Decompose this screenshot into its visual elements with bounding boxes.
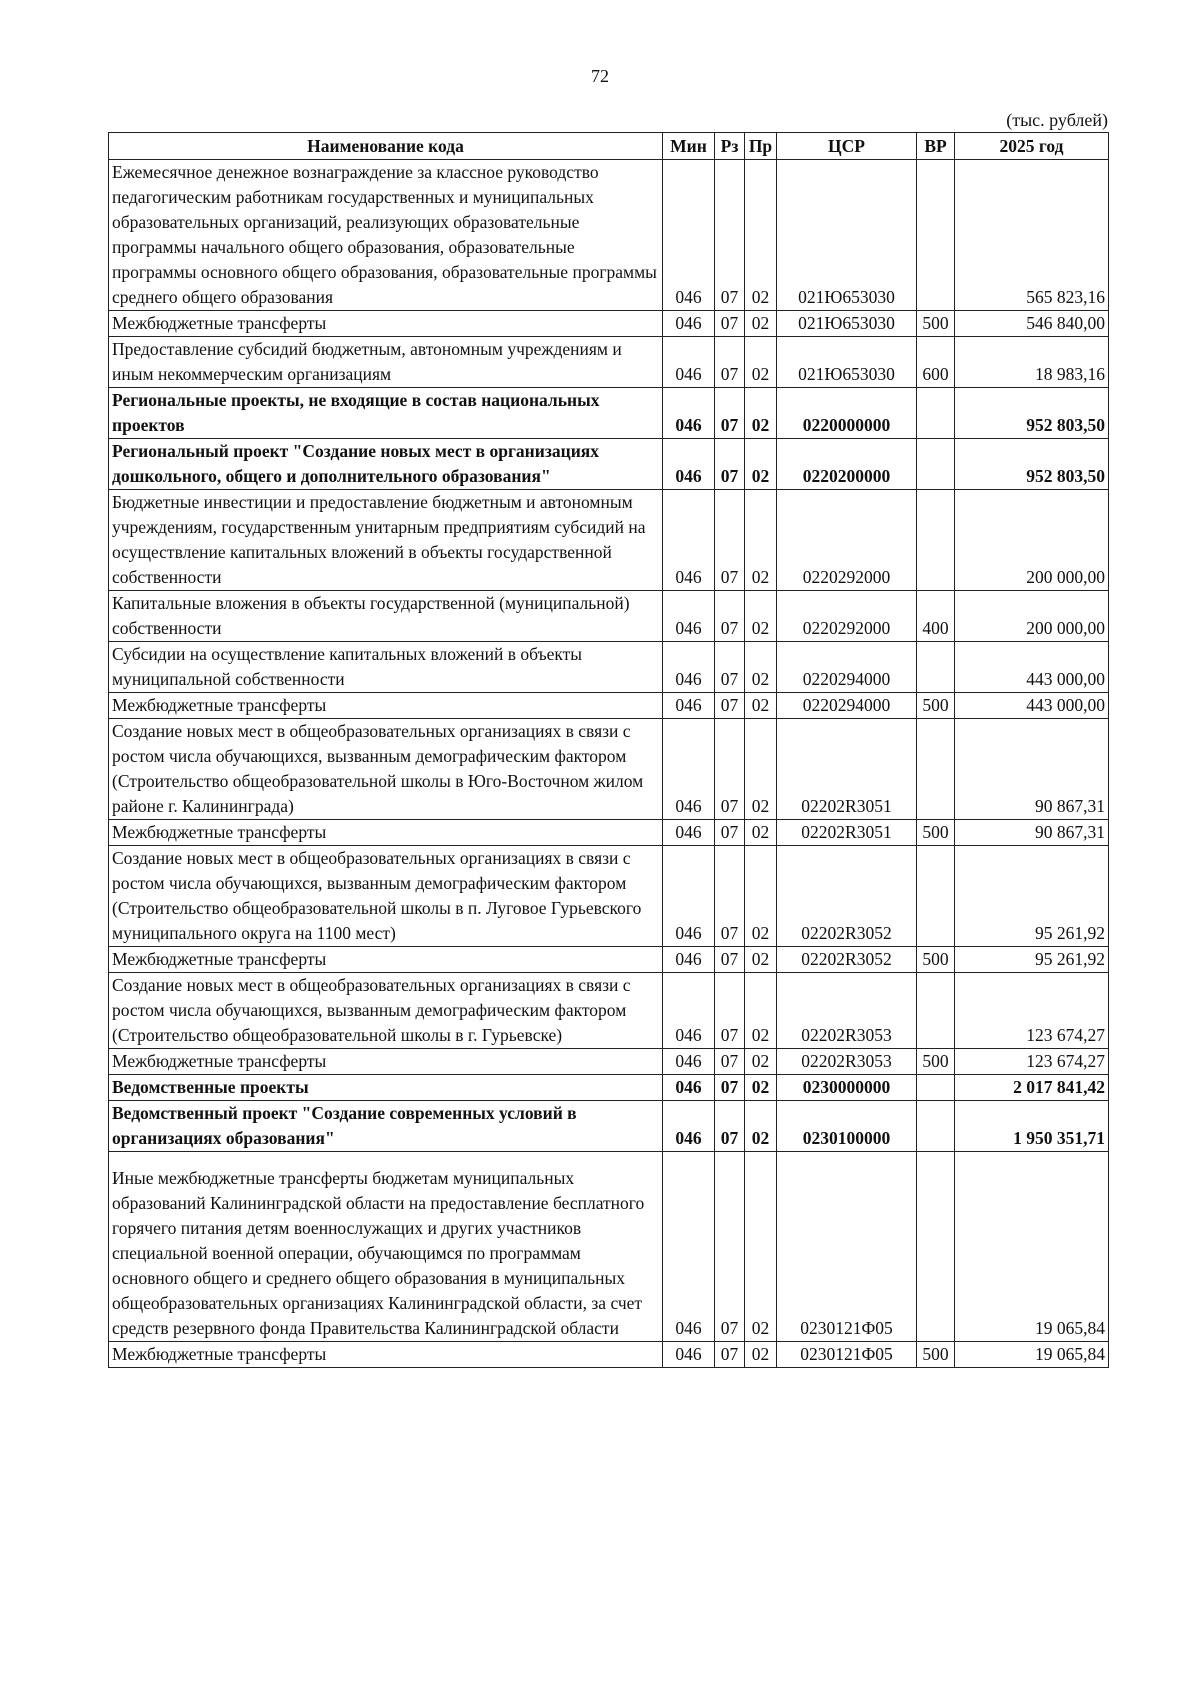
row-name-cell-text: Иные межбюджетные трансферты бюджетам муниципальных образований Калининградской области на предоставление бесплатного горячего питания детям военнослужащих и других участников специальной военной операции, обучающимся по программам основного общего и среднего общего образования в муниципальных общеобразовательных организациях Калининградской области, за счет средств резервного фонда Правительства Калининградской области xyxy=(112,1168,645,1338)
row-min-cell xyxy=(663,973,715,1049)
row-vr-cell-text: 600 xyxy=(922,364,949,384)
row-rz-cell-text: 07 xyxy=(720,949,739,969)
row-csr-cell xyxy=(777,1342,917,1368)
row-pr-cell xyxy=(745,591,777,642)
row-min-cell xyxy=(663,1342,715,1368)
row-name-cell-text: Межбюджетные трансферты xyxy=(112,1051,327,1071)
row-vr-cell xyxy=(917,311,955,337)
row-csr-cell-text: 021Ю653030 xyxy=(798,313,895,333)
row-name-cell-text: Создание новых мест в общеобразовательных организациях в связи с ростом числа обучающихся, вызванным демографическим фактором (Строительство общеобразовательной школы в Юго-Восточном жилом районе г. Калининграда) xyxy=(112,721,644,816)
header-csr: ЦСР xyxy=(777,133,917,160)
row-rz-cell-text: 07 xyxy=(720,695,739,715)
row-name-cell-text: Межбюджетные трансферты xyxy=(112,1344,327,1364)
row-name-cell-text: Создание новых мест в общеобразовательных организациях в связи с ростом числа обучающихся, вызванным демографическим фактором (Строительство общеобразовательной школы в г. Гурьевске) xyxy=(112,975,631,1045)
row-amount-cell-text: 19 065,84 xyxy=(1035,1318,1105,1338)
row-name-cell-text: Ежемесячное денежное вознаграждение за классное руководство педагогическим работникам государственных и муниципальных образовательных организаций, реализующих образовательные программы начального общего образования, образовательные программы основного общего образования, образовательные программы среднего общего образования xyxy=(112,162,657,307)
row-csr-cell-text: 0220000000 xyxy=(802,415,891,435)
row-min-cell-text: 046 xyxy=(675,822,702,842)
header-vr: ВР xyxy=(917,133,955,160)
row-min-cell xyxy=(663,1049,715,1075)
row-min-cell-text: 046 xyxy=(675,669,702,689)
row-csr-cell xyxy=(777,1101,917,1152)
row-rz-cell xyxy=(715,388,745,439)
row-vr-cell xyxy=(917,160,955,311)
row-name-cell xyxy=(109,973,663,1049)
row-amount-cell xyxy=(955,490,1109,591)
table-row xyxy=(109,1075,1109,1101)
row-rz-cell xyxy=(715,1049,745,1075)
row-amount-cell xyxy=(955,1075,1109,1101)
row-name-cell-text: Региональные проекты, не входящие в состав национальных проектов xyxy=(112,390,600,435)
row-pr-cell-text: 02 xyxy=(751,1344,770,1364)
row-amount-cell xyxy=(955,820,1109,846)
row-name-cell-text: Создание новых мест в общеобразовательных организациях в связи с ростом числа обучающихся, вызванным демографическим фактором (Строительство общеобразовательной школы в п. Луговое Гурьевского муниципального округа на 1100 мест) xyxy=(112,848,642,943)
row-min-cell-text: 046 xyxy=(675,1077,702,1097)
row-name-cell-text: Капитальные вложения в объекты государственной (муниципальной) собственности xyxy=(112,593,630,638)
row-vr-cell-text: 500 xyxy=(922,695,949,715)
row-min-cell xyxy=(663,642,715,693)
row-vr-cell xyxy=(917,439,955,490)
row-csr-cell-text: 02202R3051 xyxy=(801,796,892,816)
row-min-cell xyxy=(663,693,715,719)
row-csr-cell xyxy=(777,719,917,820)
row-name-cell xyxy=(109,846,663,947)
row-csr-cell xyxy=(777,973,917,1049)
row-rz-cell-text: 07 xyxy=(720,1344,739,1364)
row-min-cell xyxy=(663,439,715,490)
row-csr-cell xyxy=(777,1075,917,1101)
row-pr-cell-text: 02 xyxy=(751,1051,770,1071)
row-pr-cell xyxy=(745,311,777,337)
row-min-cell xyxy=(663,1075,715,1101)
row-pr-cell-text: 02 xyxy=(751,287,770,307)
row-pr-cell-text: 02 xyxy=(751,949,770,969)
table-row xyxy=(109,820,1109,846)
row-min-cell-text: 046 xyxy=(675,1025,702,1045)
header-rz: Рз xyxy=(715,133,745,160)
row-pr-cell-text: 02 xyxy=(751,364,770,384)
row-pr-cell xyxy=(745,337,777,388)
header-year: 2025 год xyxy=(955,133,1109,160)
row-csr-cell xyxy=(777,642,917,693)
budget-table xyxy=(108,132,1109,1368)
row-name-cell xyxy=(109,311,663,337)
row-amount-cell-text: 90 867,31 xyxy=(1035,822,1105,842)
row-vr-cell xyxy=(917,846,955,947)
table-row xyxy=(109,388,1109,439)
page-number: 72 xyxy=(591,66,609,86)
row-csr-cell-text: 02202R3052 xyxy=(801,949,892,969)
row-vr-cell-text: 500 xyxy=(922,1051,949,1071)
row-pr-cell xyxy=(745,1342,777,1368)
table-row xyxy=(109,947,1109,973)
row-csr-cell-text: 0230121Ф05 xyxy=(800,1344,893,1364)
row-min-cell xyxy=(663,490,715,591)
row-vr-cell-text: 500 xyxy=(922,313,949,333)
row-pr-cell-text: 02 xyxy=(751,695,770,715)
row-csr-cell xyxy=(777,820,917,846)
row-rz-cell-text: 07 xyxy=(720,1128,739,1148)
row-name-cell xyxy=(109,642,663,693)
row-name-cell xyxy=(109,1342,663,1368)
table-row xyxy=(109,337,1109,388)
row-pr-cell xyxy=(745,719,777,820)
row-name-cell xyxy=(109,693,663,719)
row-csr-cell-text: 0220292000 xyxy=(802,618,891,638)
row-name-cell xyxy=(109,719,663,820)
row-min-cell xyxy=(663,160,715,311)
header-pr: Пр xyxy=(745,133,777,160)
row-vr-cell xyxy=(917,1075,955,1101)
row-amount-cell-text: 95 261,92 xyxy=(1035,923,1105,943)
row-pr-cell xyxy=(745,947,777,973)
row-vr-cell xyxy=(917,1049,955,1075)
row-name-cell xyxy=(109,1075,663,1101)
row-pr-cell-text: 02 xyxy=(751,1128,770,1148)
row-csr-cell xyxy=(777,591,917,642)
row-vr-cell xyxy=(917,719,955,820)
row-pr-cell-text: 02 xyxy=(751,822,770,842)
row-amount-cell-text: 123 674,27 xyxy=(1026,1051,1105,1071)
row-csr-cell-text: 02202R3051 xyxy=(801,822,892,842)
row-rz-cell xyxy=(715,311,745,337)
row-name-cell xyxy=(109,947,663,973)
row-rz-cell xyxy=(715,1101,745,1152)
row-pr-cell-text: 02 xyxy=(751,567,770,587)
row-vr-cell xyxy=(917,591,955,642)
row-csr-cell-text: 02202R3053 xyxy=(801,1051,892,1071)
row-csr-cell-text: 021Ю653030 xyxy=(798,364,895,384)
row-name-cell xyxy=(109,1101,663,1152)
row-pr-cell xyxy=(745,1101,777,1152)
row-csr-cell xyxy=(777,846,917,947)
row-amount-cell xyxy=(955,947,1109,973)
header-min: Мин xyxy=(663,133,715,160)
row-csr-cell xyxy=(777,947,917,973)
row-amount-cell xyxy=(955,973,1109,1049)
row-rz-cell-text: 07 xyxy=(720,796,739,816)
row-min-cell-text: 046 xyxy=(675,287,702,307)
row-amount-cell xyxy=(955,846,1109,947)
row-pr-cell-text: 02 xyxy=(751,1077,770,1097)
table-row xyxy=(109,1342,1109,1368)
row-rz-cell xyxy=(715,337,745,388)
row-csr-cell xyxy=(777,693,917,719)
row-vr-cell xyxy=(917,947,955,973)
row-pr-cell xyxy=(745,820,777,846)
row-min-cell-text: 046 xyxy=(675,313,702,333)
row-pr-cell xyxy=(745,490,777,591)
row-name-cell xyxy=(109,439,663,490)
row-name-cell xyxy=(109,1152,663,1342)
table-row xyxy=(109,1101,1109,1152)
row-amount-cell-text: 443 000,00 xyxy=(1026,695,1105,715)
row-csr-cell xyxy=(777,337,917,388)
row-min-cell xyxy=(663,388,715,439)
row-rz-cell-text: 07 xyxy=(720,364,739,384)
row-rz-cell xyxy=(715,591,745,642)
row-name-cell xyxy=(109,591,663,642)
row-rz-cell xyxy=(715,846,745,947)
row-rz-cell-text: 07 xyxy=(720,313,739,333)
row-csr-cell-text: 02202R3053 xyxy=(801,1025,892,1045)
row-pr-cell xyxy=(745,1075,777,1101)
table-row xyxy=(109,311,1109,337)
row-amount-cell-text: 2 017 841,42 xyxy=(1013,1077,1105,1097)
row-vr-cell xyxy=(917,490,955,591)
row-name-cell-text: Субсидии на осуществление капитальных вложений в объекты муниципальной собственности xyxy=(112,644,583,689)
header-name: Наименование кода xyxy=(109,133,663,160)
row-amount-cell-text: 200 000,00 xyxy=(1026,618,1105,638)
row-pr-cell xyxy=(745,1152,777,1342)
row-pr-cell xyxy=(745,693,777,719)
row-rz-cell-text: 07 xyxy=(720,618,739,638)
row-min-cell-text: 046 xyxy=(675,923,702,943)
row-vr-cell xyxy=(917,642,955,693)
row-min-cell xyxy=(663,719,715,820)
row-csr-cell xyxy=(777,1152,917,1342)
table-row xyxy=(109,160,1109,311)
row-amount-cell-text: 952 803,50 xyxy=(1026,466,1105,486)
row-csr-cell xyxy=(777,1049,917,1075)
row-name-cell xyxy=(109,1049,663,1075)
row-rz-cell-text: 07 xyxy=(720,466,739,486)
row-min-cell xyxy=(663,1101,715,1152)
table-row xyxy=(109,642,1109,693)
row-pr-cell-text: 02 xyxy=(751,1025,770,1045)
row-pr-cell xyxy=(745,973,777,1049)
row-csr-cell-text: 0230000000 xyxy=(802,1077,891,1097)
row-rz-cell xyxy=(715,693,745,719)
row-vr-cell-text: 400 xyxy=(922,618,949,638)
row-rz-cell-text: 07 xyxy=(720,923,739,943)
row-amount-cell-text: 18 983,16 xyxy=(1035,364,1105,384)
row-pr-cell xyxy=(745,1049,777,1075)
row-vr-cell xyxy=(917,1152,955,1342)
row-rz-cell-text: 07 xyxy=(720,1025,739,1045)
row-amount-cell-text: 443 000,00 xyxy=(1026,669,1105,689)
row-csr-cell-text: 0230121Ф05 xyxy=(800,1318,893,1338)
row-amount-cell-text: 565 823,16 xyxy=(1026,287,1105,307)
row-amount-cell-text: 90 867,31 xyxy=(1035,796,1105,816)
row-csr-cell xyxy=(777,160,917,311)
row-amount-cell xyxy=(955,160,1109,311)
row-name-cell xyxy=(109,337,663,388)
row-amount-cell xyxy=(955,439,1109,490)
row-csr-cell xyxy=(777,311,917,337)
row-amount-cell-text: 200 000,00 xyxy=(1026,567,1105,587)
row-min-cell-text: 046 xyxy=(675,1318,702,1338)
row-rz-cell xyxy=(715,1342,745,1368)
row-pr-cell xyxy=(745,388,777,439)
row-min-cell xyxy=(663,846,715,947)
row-min-cell xyxy=(663,311,715,337)
table-row xyxy=(109,439,1109,490)
row-rz-cell xyxy=(715,160,745,311)
row-min-cell xyxy=(663,337,715,388)
table-header-row xyxy=(109,133,1109,160)
row-name-cell-text: Бюджетные инвестиции и предоставление бюджетным и автономным учреждениям, государственным унитарным предприятиям субсидий на осуществление капитальных вложений в объекты государственной собственности xyxy=(112,492,646,587)
row-name-cell-text: Ведомственные проекты xyxy=(112,1077,309,1097)
row-pr-cell-text: 02 xyxy=(751,415,770,435)
row-csr-cell-text: 0220200000 xyxy=(802,466,891,486)
row-name-cell-text: Региональный проект "Создание новых мест в организациях дошкольного, общего и дополнительного образования" xyxy=(112,441,600,486)
row-amount-cell-text: 95 261,92 xyxy=(1035,949,1105,969)
row-csr-cell-text: 0220294000 xyxy=(802,669,891,689)
row-min-cell-text: 046 xyxy=(675,695,702,715)
row-min-cell-text: 046 xyxy=(675,949,702,969)
row-rz-cell xyxy=(715,439,745,490)
row-pr-cell xyxy=(745,846,777,947)
row-min-cell xyxy=(663,1152,715,1342)
row-vr-cell-text: 500 xyxy=(922,822,949,842)
row-csr-cell-text: 0230100000 xyxy=(802,1128,891,1148)
row-amount-cell xyxy=(955,591,1109,642)
row-pr-cell xyxy=(745,160,777,311)
row-vr-cell-text: 500 xyxy=(922,949,949,969)
table-row xyxy=(109,719,1109,820)
row-pr-cell-text: 02 xyxy=(751,466,770,486)
row-rz-cell-text: 07 xyxy=(720,1051,739,1071)
row-csr-cell-text: 02202R3052 xyxy=(801,923,892,943)
row-name-cell-text: Межбюджетные трансферты xyxy=(112,822,327,842)
row-min-cell-text: 046 xyxy=(675,1344,702,1364)
table-body xyxy=(109,160,1109,1368)
row-min-cell-text: 046 xyxy=(675,567,702,587)
row-min-cell-text: 046 xyxy=(675,466,702,486)
row-min-cell xyxy=(663,820,715,846)
row-pr-cell-text: 02 xyxy=(751,313,770,333)
table-row xyxy=(109,1049,1109,1075)
row-min-cell-text: 046 xyxy=(675,796,702,816)
row-min-cell xyxy=(663,591,715,642)
units-label: (тыс. рублей) xyxy=(1006,110,1108,130)
row-rz-cell-text: 07 xyxy=(720,1318,739,1338)
table-row xyxy=(109,846,1109,947)
row-rz-cell-text: 07 xyxy=(720,669,739,689)
row-rz-cell-text: 07 xyxy=(720,415,739,435)
row-csr-cell xyxy=(777,490,917,591)
row-amount-cell xyxy=(955,693,1109,719)
row-amount-cell xyxy=(955,1152,1109,1342)
row-vr-cell-text: 500 xyxy=(922,1344,949,1364)
row-name-cell-text: Межбюджетные трансферты xyxy=(112,313,327,333)
row-name-cell-text: Межбюджетные трансферты xyxy=(112,695,327,715)
row-rz-cell xyxy=(715,642,745,693)
row-name-cell-text: Ведомственный проект "Создание современных условий в организациях образования" xyxy=(112,1103,577,1148)
row-rz-cell xyxy=(715,973,745,1049)
row-name-cell xyxy=(109,820,663,846)
row-name-cell-text: Предоставление субсидий бюджетным, автономным учреждениям и иным некоммерческим организациям xyxy=(112,339,622,384)
row-csr-cell xyxy=(777,439,917,490)
row-min-cell-text: 046 xyxy=(675,364,702,384)
row-rz-cell-text: 07 xyxy=(720,822,739,842)
row-amount-cell xyxy=(955,719,1109,820)
row-pr-cell xyxy=(745,439,777,490)
row-amount-cell xyxy=(955,388,1109,439)
row-rz-cell xyxy=(715,1075,745,1101)
table-row xyxy=(109,591,1109,642)
table-row xyxy=(109,693,1109,719)
row-amount-cell-text: 19 065,84 xyxy=(1035,1344,1105,1364)
table-row xyxy=(109,1152,1109,1342)
row-vr-cell xyxy=(917,1342,955,1368)
row-amount-cell-text: 1 950 351,71 xyxy=(1013,1128,1105,1148)
row-vr-cell xyxy=(917,1101,955,1152)
row-csr-cell-text: 0220294000 xyxy=(802,695,891,715)
row-pr-cell-text: 02 xyxy=(751,796,770,816)
row-rz-cell xyxy=(715,1152,745,1342)
row-vr-cell xyxy=(917,973,955,1049)
row-amount-cell-text: 123 674,27 xyxy=(1026,1025,1105,1045)
row-pr-cell-text: 02 xyxy=(751,618,770,638)
row-amount-cell xyxy=(955,311,1109,337)
row-amount-cell xyxy=(955,642,1109,693)
row-vr-cell xyxy=(917,337,955,388)
row-csr-cell-text: 021Ю653030 xyxy=(798,287,895,307)
row-pr-cell-text: 02 xyxy=(751,1318,770,1338)
row-rz-cell xyxy=(715,719,745,820)
row-rz-cell xyxy=(715,947,745,973)
row-min-cell-text: 046 xyxy=(675,1051,702,1071)
row-vr-cell xyxy=(917,388,955,439)
row-min-cell xyxy=(663,947,715,973)
row-rz-cell-text: 07 xyxy=(720,567,739,587)
row-amount-cell xyxy=(955,1342,1109,1368)
row-amount-cell-text: 952 803,50 xyxy=(1026,415,1105,435)
row-name-cell xyxy=(109,160,663,311)
row-amount-cell xyxy=(955,1049,1109,1075)
row-min-cell-text: 046 xyxy=(675,618,702,638)
row-vr-cell xyxy=(917,693,955,719)
row-rz-cell-text: 07 xyxy=(720,287,739,307)
row-rz-cell-text: 07 xyxy=(720,1077,739,1097)
row-csr-cell xyxy=(777,388,917,439)
row-amount-cell xyxy=(955,1101,1109,1152)
table-row xyxy=(109,490,1109,591)
row-csr-cell-text: 0220292000 xyxy=(802,567,891,587)
row-min-cell-text: 046 xyxy=(675,1128,702,1148)
row-vr-cell xyxy=(917,820,955,846)
row-pr-cell-text: 02 xyxy=(751,923,770,943)
row-min-cell-text: 046 xyxy=(675,415,702,435)
row-amount-cell xyxy=(955,337,1109,388)
row-name-cell xyxy=(109,490,663,591)
row-pr-cell xyxy=(745,642,777,693)
row-amount-cell-text: 546 840,00 xyxy=(1026,313,1105,333)
row-rz-cell xyxy=(715,820,745,846)
row-name-cell-text: Межбюджетные трансферты xyxy=(112,949,327,969)
row-rz-cell xyxy=(715,490,745,591)
row-pr-cell-text: 02 xyxy=(751,669,770,689)
row-name-cell xyxy=(109,388,663,439)
table-row xyxy=(109,973,1109,1049)
